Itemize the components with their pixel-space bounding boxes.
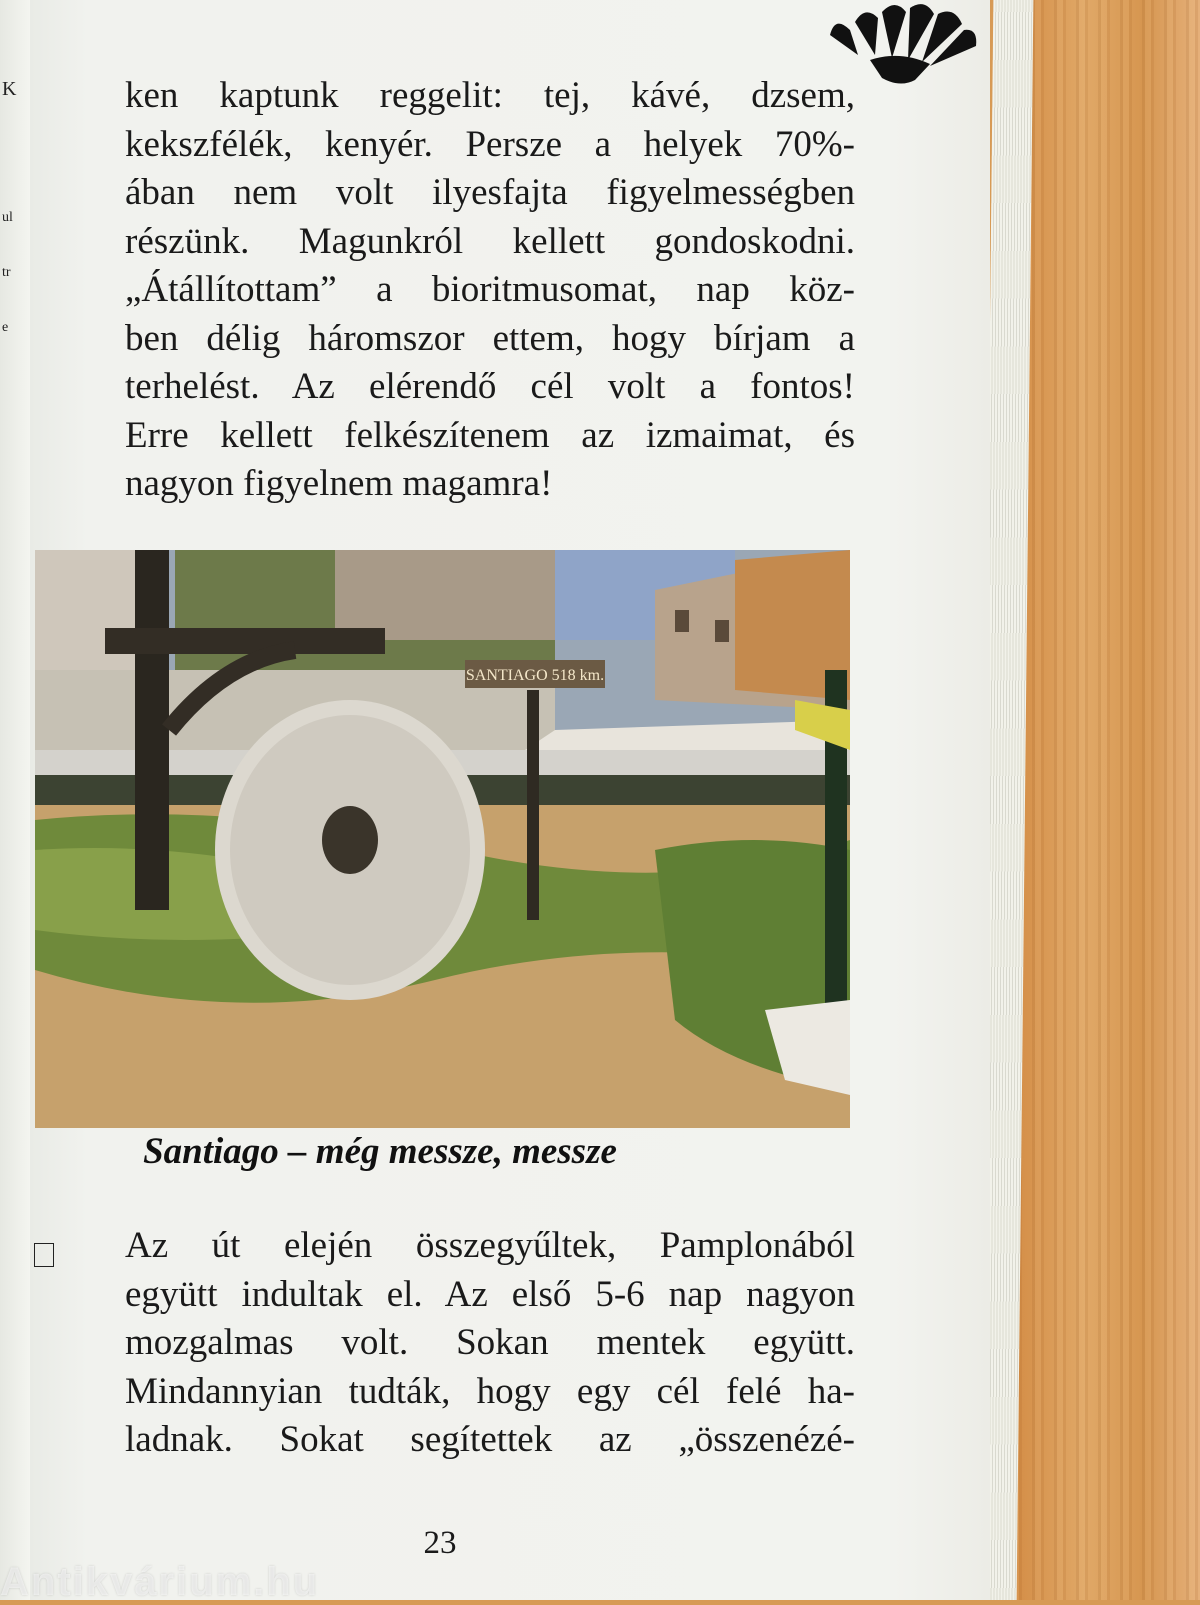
photo-caption: Santiago – még messze, messze (143, 1131, 617, 1172)
page-number: 23 (423, 1525, 457, 1561)
watermark: Antikvárium.hu (0, 1560, 320, 1604)
prev-page-glyph: ul (2, 210, 13, 225)
text-line: ladnak. Sokat segítettek az „összenézé- (125, 1419, 855, 1460)
empty-checkbox-icon (34, 1243, 54, 1267)
prev-page-glyph: K (2, 78, 17, 100)
text-line: Erre kellett felkészítenem az izmaimat, és (125, 414, 855, 456)
text-line: mozgalmas volt. Sokan mentek együtt. (125, 1322, 855, 1363)
text-line: terhelést. Az elérendő cél volt a fontos! (125, 366, 855, 407)
top-paragraph (125, 72, 855, 509)
text-line: részünk. Magunkról kellett gondoskodni. (125, 220, 855, 262)
prev-page-glyph: tr (2, 265, 11, 280)
santiago-photo (35, 550, 850, 1128)
text-line: Mindannyian tudták, hogy egy cél felé ha- (125, 1370, 855, 1412)
text-line: ken kaptunk reggelit: tej, kávé, dzsem, (125, 75, 855, 116)
text-line: Az út elején összegyűltek, Pamplonából (125, 1225, 855, 1266)
signpost-text: SANTIAGO 518 km. (465, 667, 605, 684)
prev-page-glyph: e (2, 320, 9, 335)
text-line: ben délig háromszor ettem, hogy bírjam a (125, 317, 855, 359)
wooden-table-background (1010, 0, 1200, 1600)
text-line: kekszfélék, kenyér. Persze a helyek 70%- (125, 123, 855, 165)
previous-page-edge (0, 0, 31, 1600)
text-line: „Átállítottam” a bioritmusomat, nap köz- (125, 269, 855, 310)
text-line: együtt indultak el. Az első 5-6 nap nagyon (125, 1273, 855, 1315)
photo-scene (35, 550, 850, 1128)
text-line: nagyon figyelnem magamra! (125, 463, 553, 504)
bottom-paragraph (125, 1222, 855, 1465)
text-line: ában nem volt ilyesfajta figyelmességben (125, 172, 855, 213)
